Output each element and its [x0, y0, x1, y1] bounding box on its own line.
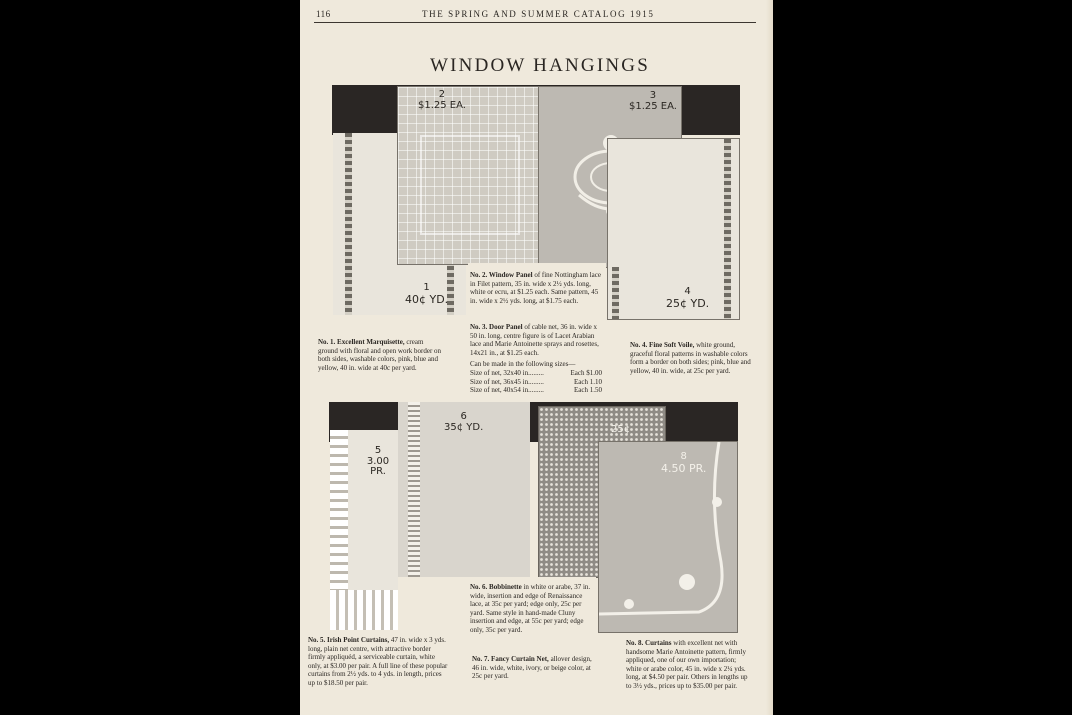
- curtain-photo-6: [398, 402, 530, 577]
- price-label-4: 4 25¢ YD.: [666, 286, 710, 310]
- caption-item-6: No. 6. Bobbinette in white or arabe, 37 in. wide, insertion and edge of Renaissance lace, at 35c per yard; edge only, 25c per yard. Same style in hand-made Cluny insertion and edge, at 55c per yard; edge only, 35c per yard.: [470, 583, 591, 634]
- curtain-photo-5: [330, 430, 398, 630]
- caption-item-2: No. 2. Window Panel of fine Nottingham lace in Filet pattern, 35 in. wide x 2½ yds. long, white or ecru, at $1.25 each. Same pattern, 45 in. wide x 2½ yds. long, at $1.75 each.: [470, 271, 601, 305]
- curtain-photo-2: [397, 86, 539, 265]
- caption-item-5: No. 5. Irish Point Curtains, 47 in. wide x 3 yds. long, plain net centre, with attractive border firmly appliquéd, a serviceable curtain, white only, at $3.00 per pair. A full line of these popular curtains from 2½ yds. to 4 yds. in length, prices up to $18.50 per pair.: [308, 636, 448, 687]
- price-label-5: 5 3.00 PR.: [366, 445, 390, 477]
- header-rule: [314, 22, 756, 23]
- curtain-photo-8: [598, 441, 738, 633]
- running-title: THE SPRING AND SUMMER CATALOG 1915: [422, 9, 655, 19]
- caption-item-8: No. 8. Curtains with excellent net with handsome Marie Antoinette pattern, firmly appliqued, one of our own importation; white or arabe color, 45 in. wide x 2¼ yds. long, at $4.50 per pair. Others in lengths up to 3½ yds., prices up to $35.00 per pair.: [626, 639, 748, 690]
- catalog-page: [300, 0, 773, 715]
- floral-border-left: [345, 133, 352, 315]
- caption-item-4: No. 4. Fine Soft Voile, white ground, graceful floral patterns in washable colors form a border on both sides; pink, blue and yellow, 40 in. wide, at 25c per yard.: [630, 341, 751, 375]
- page-title: WINDOW HANGINGS: [430, 55, 650, 76]
- lace-insertion: [408, 402, 420, 577]
- curtain-photo-4: [607, 138, 740, 320]
- irish-point-border-bottom: [330, 590, 398, 630]
- price-label-1: 1 40¢ YD.: [405, 282, 449, 306]
- caption-item-7: No. 7. Fancy Curtain Net, allover design, 46 in. wide, white, ivory, or beige color, at 25c per yard.: [472, 655, 592, 681]
- filet-pattern-block: [420, 135, 520, 235]
- caption-item-1: No. 1. Excellent Marquisette, cream ground with floral and open work border on both sides, washable colors, pink, blue and yellow, 40 in. wide at 40c per yard.: [318, 338, 442, 372]
- page-number: 116: [316, 9, 331, 19]
- price-label-7: 25¢: [611, 424, 631, 435]
- price-label-6: 6 35¢ YD.: [444, 411, 484, 433]
- caption-item-3: No. 3. Door Panel of cable net, 36 in. wide x 50 in. long, centre figure is of Lacet Arabian lace and Marie Antoinette sprays and rosettes, 14x21 in., at $1.25 each. Can be made in the following sizes— Size of net, 32x40 in......... Each $1.00 Size of net, 36x45 in......... Each 1.10 Size of net, 40x54 in......... Each 1.50: [470, 323, 602, 395]
- page-edge-shadow: [766, 0, 773, 715]
- price-label-8: 8 4.50 PR.: [661, 451, 707, 475]
- price-label-3: 3 $1.25 EA.: [629, 90, 677, 112]
- floral-border-right: [724, 139, 731, 319]
- floral-border-left: [612, 267, 619, 319]
- price-label-2: 2 $1.25 EA.: [418, 89, 466, 111]
